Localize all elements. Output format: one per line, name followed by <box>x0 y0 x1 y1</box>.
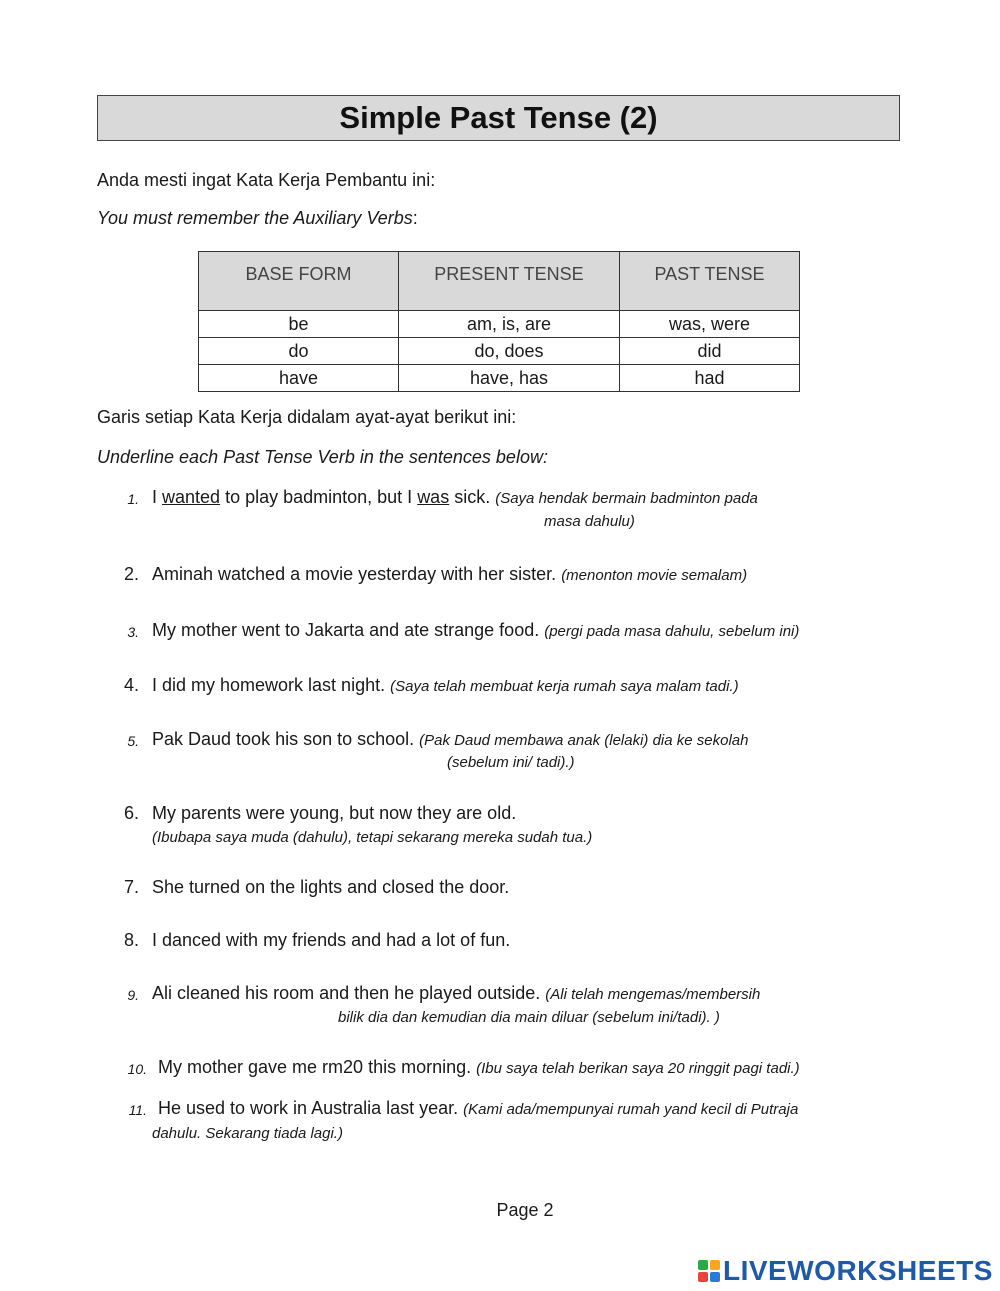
sentence-number: 8. <box>123 930 139 950</box>
logo-square <box>698 1260 708 1270</box>
sentence-part: sick. <box>449 487 496 507</box>
cell-past: did <box>620 338 800 365</box>
sentence-text <box>152 564 747 585</box>
liveworksheets-logo[interactable] <box>698 1255 993 1287</box>
sentence-part: I <box>152 487 163 507</box>
sentence-number: 3. <box>127 624 139 640</box>
sentence-number: 5. <box>127 733 139 749</box>
cell-present: have, has <box>399 365 620 392</box>
sentence-translation-cont: masa dahulu) <box>544 513 635 530</box>
logo-square <box>710 1272 720 1282</box>
sentence-text <box>158 1098 798 1119</box>
cell-past: was, were <box>620 311 800 338</box>
sentence-number: 4. <box>123 675 139 695</box>
sentence-body: Pak Daud took his son to school. <box>152 729 420 749</box>
table-header-row <box>199 252 800 311</box>
sentence-body: Aminah watched a movie yesterday with her sister. <box>152 564 562 584</box>
intro-malay: Anda mesti ingat Kata Kerja Pembantu ini: <box>97 170 436 190</box>
sentence-translation: (Ibu saya telah berikan saya 20 ringgit pagi tadi.) <box>476 1060 800 1077</box>
sentence-text <box>152 675 739 696</box>
sentence-body: Ali cleaned his room and then he played outside. <box>152 983 546 1003</box>
sentence-body: My mother went to Jakarta and ate strange food. <box>152 620 545 640</box>
sentence-text <box>152 729 748 750</box>
header-past-tense: PAST TENSE <box>620 252 800 311</box>
sentence-number: 2. <box>123 564 139 584</box>
sentence-number: 11. <box>128 1102 147 1118</box>
intro-english-text: You must remember the Auxiliary Verbs <box>97 208 413 228</box>
header-base-form: BASE FORM <box>199 252 399 311</box>
sentence-translation-cont: bilik dia dan kemudian dia main diluar (sebelum ini/tadi). ) <box>338 1009 720 1026</box>
intro-english <box>97 208 418 229</box>
sentence-text <box>152 487 758 508</box>
logo-square <box>710 1260 720 1270</box>
underlined-verb[interactable]: was <box>417 487 450 507</box>
cell-present: am, is, are <box>399 311 620 338</box>
sentence-text: I danced with my friends and had a lot of fun. <box>152 930 511 950</box>
cell-past: had <box>620 365 800 392</box>
logo-text: LIVEWORKSHEETS <box>723 1255 993 1286</box>
cell-base: do <box>199 338 399 365</box>
sentence-translation: (Ali telah mengemas/membersih <box>545 986 761 1003</box>
sentence-translation: (pergi pada masa dahulu, sebelum ini) <box>544 623 800 640</box>
table-row <box>199 365 800 392</box>
sentence-number: 1. <box>127 491 139 507</box>
sentence-part: to play badminton, but I <box>220 487 418 507</box>
sentence-number: 10. <box>127 1061 147 1077</box>
instruction-english: Underline each Past Tense Verb in the sentences below: <box>97 447 548 467</box>
sentence-translation: (Pak Daud membawa anak (lelaki) dia ke sekolah <box>419 732 749 749</box>
sentence-text <box>152 620 799 641</box>
page-title: Simple Past Tense (2) <box>97 95 900 141</box>
sentence-body: He used to work in Australia last year. <box>158 1098 464 1118</box>
sentence-translation: (Kami ada/mempunyai rumah yand kecil di Putraja <box>463 1101 799 1118</box>
page-number: Page 2 <box>496 1200 554 1220</box>
sentence-translation-cont: (Ibubapa saya muda (dahulu), tetapi sekarang mereka sudah tua.) <box>152 829 593 846</box>
underlined-verb[interactable]: wanted <box>162 487 221 507</box>
sentence-text <box>158 1057 800 1078</box>
sentence-text <box>152 983 760 1004</box>
intro-english-colon: : <box>412 208 418 228</box>
sentence-translation: (Saya hendak bermain badminton pada <box>495 490 758 507</box>
sentence-body: I did my homework last night. <box>152 675 391 695</box>
logo-square <box>698 1272 708 1282</box>
cell-present: do, does <box>399 338 620 365</box>
logo-mark-icon <box>698 1260 720 1282</box>
sentence-translation-cont: dahulu. Sekarang tiada lagi.) <box>152 1125 343 1142</box>
sentence-number: 9. <box>127 987 139 1003</box>
header-present-tense: PRESENT TENSE <box>399 252 620 311</box>
sentence-body: My mother gave me rm20 this morning. <box>158 1057 477 1077</box>
sentence-translation: (menonton movie semalam) <box>561 567 748 584</box>
auxiliary-verbs-table <box>198 251 800 392</box>
instruction-malay: Garis setiap Kata Kerja didalam ayat-ayat berikut ini: <box>97 407 517 427</box>
sentence-number: 7. <box>123 877 139 897</box>
cell-base: be <box>199 311 399 338</box>
sentence-number: 6. <box>123 803 139 823</box>
sentence-translation: (Saya telah membuat kerja rumah saya malam tadi.) <box>390 678 739 695</box>
sentence-text: She turned on the lights and closed the door. <box>152 877 510 897</box>
table-row <box>199 338 800 365</box>
cell-base: have <box>199 365 399 392</box>
sentence-text: My parents were young, but now they are old. <box>152 803 517 823</box>
sentence-translation-cont: (sebelum ini/ tadi).) <box>447 754 575 771</box>
table-row <box>199 311 800 338</box>
